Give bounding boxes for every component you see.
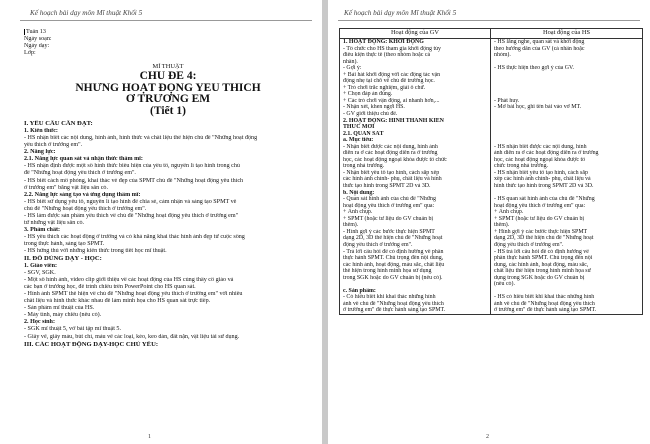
text-line [24,29,312,36]
activity-line: + SPMT (hoặc tư liệu do GV chuẩn bị [343,215,434,222]
text-line: Lớp: [24,50,36,57]
text-line: - Sản phẩm mĩ thuật của HS. [24,305,95,312]
page-number: 2 [486,434,489,440]
page-header: Kế hoạch bài dạy môn Mĩ thuật Khối 5 [30,9,143,17]
activity-line: dạng 2D, 3D thể hiện chủ đề "Những hoạt [494,235,594,242]
activity-line: nhân). [343,58,358,65]
section-heading: II. ĐỒ DÙNG DẠY - HỌC: [24,255,102,263]
activity-heading: c. Sản phẩm: [343,287,376,294]
text-line: chất liệu và hình thức khác nhau để làm minh họa cho HS quan sát trực tiếp. [24,298,211,305]
activity-line: nhóm). [494,52,511,59]
text-line: từ những vật liệu sẵn có. [24,219,85,226]
page-number: 1 [148,434,151,440]
text-line: ở trường em" bằng vật liệu sẵn có. [24,184,108,191]
activity-heading: 1. HOẠT ĐỘNG: KHỞI ĐỘNG [343,39,424,45]
activity-line: - Quan sát hình ảnh của chủ đề "Những [343,196,436,203]
activity-line: + Ảnh chụp. [494,209,524,216]
activity-line: - GV giới thiệu chủ đề. [343,111,398,118]
text-line: - Giấy vẽ, giấy màu, bút chì, màu vẽ các loại, kéo, keo dán, đất nặn, vật liệu tái sử dụng. [24,333,240,340]
activity-line: thức tạo hình trong SPMT 2D và 3D. [343,183,431,190]
text-line: - HS làm được sản phẩm yêu thích về chủ đề "Những hoạt động yêu thích ở trường em" [24,212,239,219]
activity-line: - HS trả lời câu hỏi để có định hướng về [494,248,589,255]
document-page-2 [328,0,650,444]
activity-line: xếp các hình ảnh chính- phụ, chất liệu và [494,176,591,183]
activity-heading: 2.1. QUAN SÁT [343,130,384,137]
activity-line: - Nhận biết yếu tố tạo hình, cách sắp xếp [343,169,440,176]
activity-line: hoạt động yêu thích ở trường em" qua: [494,202,586,209]
lesson-title-line: (Tiết 1) [150,105,186,117]
table-row [340,39,643,118]
subsection-heading: 2. Học sinh: [24,319,55,326]
text-line: - Một số hình ảnh, video clip giới thiệu về các hoạt động của HS cùng thầy cô giáo và [24,277,234,284]
activity-line: dụng trong SGK hoặc do GV chuẩn bị [494,274,585,281]
activity-line: (nếu có). [494,281,515,288]
header-rule [20,20,312,21]
section-heading: I. YÊU CẦU CẦN ĐẠT: [24,120,93,128]
text-line: chủ đề "Những hoạt động yêu thích ở trường em". [24,205,147,212]
activity-line: trong nhà trường. [343,163,385,170]
activity-line: + SPMT (hoặc tư liệu do GV chuẩn bị [494,215,585,222]
text-line: - HS biết cách mô phỏng, khai thác vẻ đẹp của SPMT chủ đề "Những hoạt động yêu thích [24,177,244,184]
activity-line: - Nhận xét, khen ngợi HS. [343,104,405,111]
student-activity-cell [491,118,643,315]
activity-table [339,28,643,315]
subsection-heading: 3. Phẩm chất: [24,226,61,233]
text-line: MĨ THUẬT [152,63,184,71]
page-1-body [24,29,312,349]
activity-heading: a. Mục tiêu: [343,137,374,144]
activity-line: ảnh về chủ đề "Những hoạt động yêu thích [343,300,444,307]
activity-line: - HS quan sát hình ảnh của chủ đề "Những [494,196,595,203]
activity-line: + Bài hát khởi động với các động tác vận [343,71,441,78]
activity-line: - HS có hiểu biết khi khai thác những hình [494,294,595,301]
activity-line: học, các hoạt động ngoại khóa được tổ [494,156,586,163]
activity-line: + Các trò chơi vận động, ai nhanh hơn,... [343,97,440,104]
activity-line: các hình ảnh, hoạt động, màu sắc, chất liệu [343,261,445,268]
subsection-heading: 2.1. Năng lực quan sát và nhận thức thẩm mĩ: [24,156,143,163]
activity-line: thêm). [494,222,510,229]
text-line: - HS nhận biết các nội dung, hình ảnh, hình thức và chất liệu thể hiện chủ đề "Những hoạt động [24,135,258,142]
activity-line: thể hiện trong hình minh họa sử dụng [343,268,432,275]
lesson-title-line: Ở TRƯỜNG EM [125,94,211,106]
text-line: - HS yêu thích các hoạt động ở trường và có khả năng khai thác hình ảnh đẹp từ cuộc sống [24,233,245,240]
activity-line: - Phát huy. [494,97,520,104]
subsection-heading: 1. Giáo viên: [24,263,58,270]
text-line: đề "Những hoạt động yêu thích ở trường em". [24,170,136,177]
activity-line: + Hình gợi ý các bước thực hiện SPMT [494,228,588,235]
activity-line: động yêu thích ở trường em". [494,241,564,248]
subsection-heading: 1. Kiến thức: [24,128,58,135]
activity-line: - Nhận biết được các nội dung, hình ảnh [343,143,438,150]
activity-line: ảnh về chủ đề "Những hoạt động yêu thích [494,300,595,307]
activity-line: + Ảnh chụp. [343,209,373,216]
activity-line: - Hình gợi ý các bước thực hiện SPMT [343,228,435,235]
activity-line: chất liệu thể hiện trong hình minh họa sử [494,268,591,275]
text-line: - Hình ảnh SPMT thể hiện về chủ đề "Những hoạt động yêu thích ở trường em" với nhiều [24,291,243,298]
text-line: - SGV, SGK. [24,270,56,277]
activity-line: điều kiện thực tế (theo nhóm hoặc cá [343,52,431,59]
student-activity-cell [491,39,643,118]
table-body [340,39,643,315]
activity-line: ảnh diễn ra ở các hoạt động diễn ra ở trường [494,150,599,157]
activity-line: dung, các hình ảnh, hoạt động, màu sắc, [494,261,589,268]
subsection-heading: 2. Năng lực: [24,149,56,156]
activity-line: động nhẹ tại chỗ về chủ đề trường học. [343,78,435,85]
text-line: trong thực hành, sáng tạo SPMT. [24,240,105,247]
activity-line: chức trong nhà trường. [494,163,548,170]
activity-line: - Gợi ý: [343,65,362,72]
lesson-title-line: NHỮNG HOẠT ĐỘNG YÊU THÍCH [75,82,261,94]
lesson-title-line: CHỦ ĐỀ 4: [139,71,197,83]
activity-line: dạng 2D, 3D thể hiện chủ đề "Những hoạt [343,235,443,242]
text-line: - SGK mĩ thuật 5, vở bài tập mĩ thuật 5. [24,326,121,333]
activity-heading: THỨC MỚI [343,124,375,131]
text-line: Ngày soạn: [24,36,52,43]
activity-line: - HS lắng nghe, quan sát và khởi động [494,39,585,45]
text-line: Ngày dạy: [24,43,50,50]
activity-heading: 2. HOẠT ĐỘNG: HÌNH THÀNH KIẾN [343,117,444,124]
teacher-activity-cell [340,118,491,315]
header-rule [338,20,640,21]
text-line: yêu thích ở trường em". [24,142,83,149]
activity-line: - Mở bài học, ghi tên bài vào vở MT. [494,104,582,111]
activity-line: động yêu thích ở trường em". [343,241,413,248]
document-page-1 [0,0,322,444]
activity-line: thêm). [343,222,359,229]
activity-line: ở trường em" để thực hành sáng tạo SPMT. [343,307,446,314]
teacher-activity-cell [340,39,491,118]
activity-line: ở trường em" để thực hành sáng tạo SPMT. [494,307,597,314]
activity-line: thực hành SPMT. Chú trọng đến nội dung, [343,255,444,262]
activity-line: các hình ảnh chính- phụ, chất liệu và hình [343,176,442,183]
activity-line: - Tổ chức cho HS tham gia khởi động tùy [343,45,441,52]
activity-line: học, các hoạt động ngoại khóa được tổ chức [343,156,447,163]
section-heading: III. CÁC HOẠT ĐỘNG DẠY-HỌC CHỦ YẾU: [24,340,159,348]
page-header: Kế hoạch bài dạy môn Mĩ thuật Khối 5 [344,9,457,17]
column-header-teacher: Hoạt động của GV [340,29,491,39]
activity-heading: b. Nội dung: [343,189,375,196]
text-line: các bạn ở trường học, để trình chiếu trên PowerPoint cho HS quan sát. [24,284,196,291]
activity-line: trong SGK hoặc do GV chuẩn bị (nếu có). [343,274,443,281]
subsection-heading: 2.2. Năng lực sáng tạo và ứng dụng thẩm mĩ: [24,191,141,198]
text-line: - HS biết sử dụng yếu tố, nguyên lí tạo hình để chia sẻ, cảm nhận và sáng tạo SPMT về [24,198,237,205]
activity-line: - HS nhận biết yếu tố tạo hình, cách sắp [494,169,588,176]
activity-line: phần thực hành SPMT. Chú trọng đến nội [494,255,593,262]
activity-line: + Trò chơi trắc nghiệm, giải ô chữ. [343,84,426,91]
column-header-student: Hoạt động của HS [491,29,643,39]
text-line: - HS hứng thú với những kiến thức trong tiết học mĩ thuật. [24,247,167,254]
activity-line: - HS nhận biết được các nội dung, hình [494,143,587,150]
table-row [340,118,643,315]
activity-line: hoạt động yêu thích ở trường em" qua: [343,202,435,209]
activity-line: theo hướng dẫn của GV (cá nhân hoặc [494,45,585,52]
activity-line: + Chọn đáp án đúng. [343,91,393,98]
week-label: Tuần 13 [26,29,46,35]
activity-line: hình thức tạo hình trong SPMT 2D và 3D. [494,183,594,190]
text-line: - Máy tính, máy chiếu (nếu có). [24,312,102,319]
activity-line: - Trả lời câu hỏi để có định hướng về phần [343,248,444,255]
activity-line: diễn ra ở các hoạt động diễn ra ở trường [343,150,438,157]
activity-line: - HS thực hiện theo gợi ý của GV. [494,65,574,72]
text-line: - HS nhận định được một số hình thức biểu hiện của yếu tố, nguyên lí tạo hình trong chủ [24,163,240,170]
activity-line: - Có hiểu biết khi khai thác những hình [343,294,436,301]
